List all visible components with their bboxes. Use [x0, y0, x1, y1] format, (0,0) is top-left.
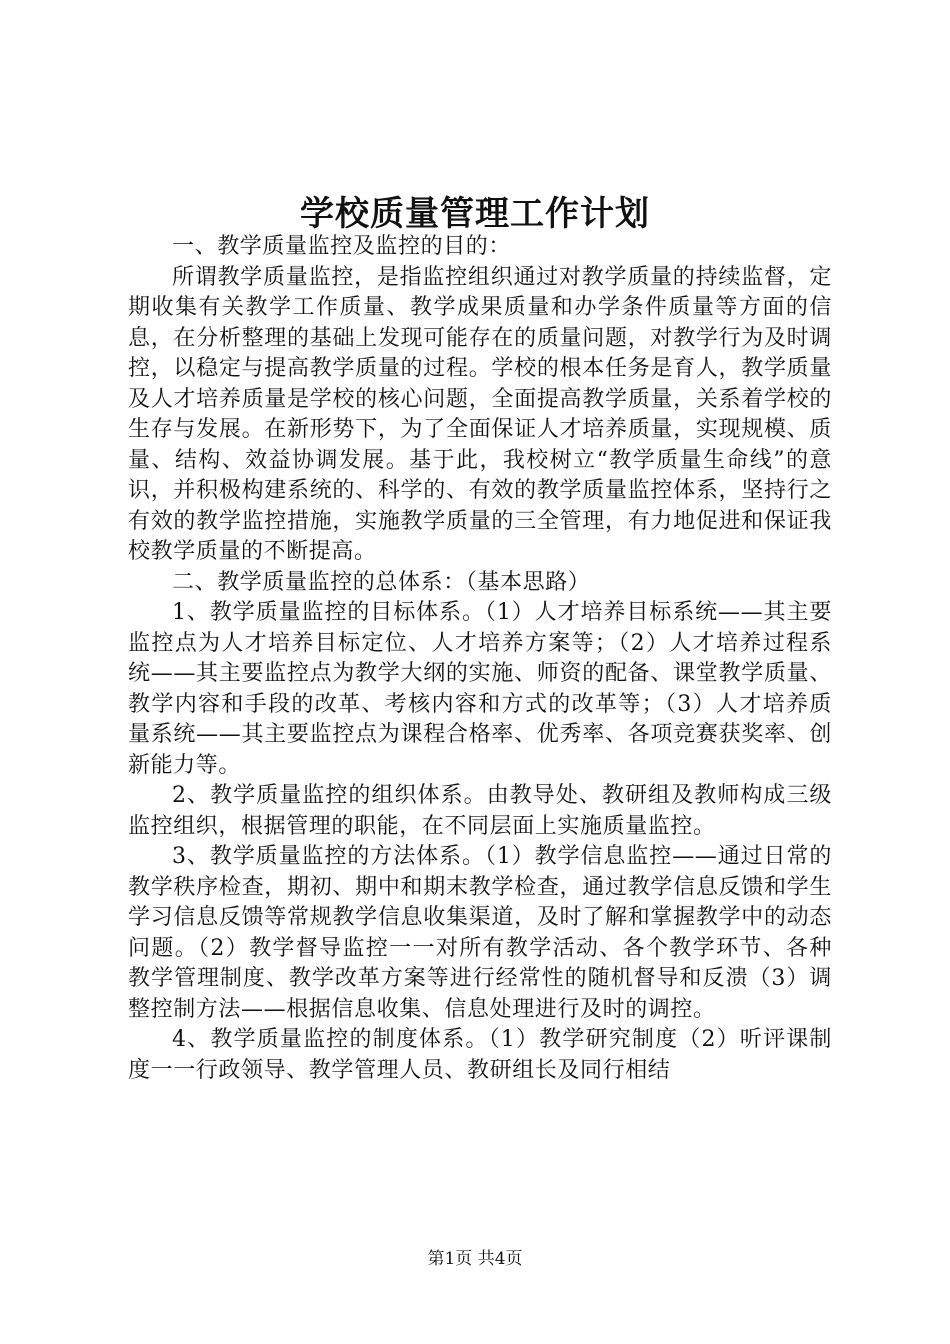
document-title: 学校质量管理工作计划 — [300, 194, 650, 234]
paragraph-organization-system: 2、教学质量监控的组织体系。由教导处、教研组及教师构成三级监控组织，根据管理的职能，在不同层面上实施质量监控。 — [128, 783, 832, 839]
paragraph-rule-system: 4、教学质量监控的制度体系。（1）教学研究制度（2）听评课制度一一行政领导、教学管理人员、教研组长及同行相结 — [128, 1027, 832, 1083]
paragraph-target-system: 1、教学质量监控的目标体系。（1）人才培养目标系统——其主要监控点为人才培养目标定位、人才培养方案等；（2）人才培养过程系统——其主要监控点为教学大纲的实施、师资的配备、课堂教学质量、教学内容和手段的改革、考核内容和方式的改革等；（3）人才培养质量系统——其主要监控点为课程合格率、优秀率、各项竞赛获奖率、创新能力等。 — [128, 600, 832, 778]
document-body — [128, 232, 832, 1086]
paragraph-purpose: 所谓教学质量监控，是指监控组织通过对教学质量的持续监督，定期收集有关教学工作质量、教学成果质量和办学条件质量等方面的信息，在分析整理的基础上发现可能存在的质量问题，对教学行为及时调控，以稳定与提高教学质量的过程。学校的根本任务是育人，教学质量及人才培养质量是学校的核心问题，全面提高教学质量，关系着学校的生存与发展。在新形势下，为了全面保证人才培养质量，实现规模、质量、结构、效益协调发展。基于此，我校树立“教学质量生命线”的意识，并积极构建系统的、科学的、有效的教学质量监控体系，坚持行之有效的教学监控措施，实施教学质量的三全管理，有力地促进和保证我校教学质量的不断提高。 — [128, 264, 832, 564]
paragraph-method-system: 3、教学质量监控的方法体系。（1）教学信息监控——通过日常的教学秩序检查，期初、期中和期末教学检查，通过教学信息反馈和学生学习信息反馈等常规教学信息收集渠道，及时了解和掌握教学中的动态问题。（2）教学督导监控一一对所有教学活动、各个教学环节、各种教学管理制度、教学改革方案等进行经常性的随机督导和反溃（3）调整控制方法——根据信息收集、信息处理进行及时的调控。 — [128, 844, 832, 1022]
page-footer: 第1页 共4页 — [427, 1249, 523, 1269]
section-heading-2: 二、教学质量监控的总体系：（基本思路） — [172, 569, 591, 595]
section-heading-1: 一、教学质量监控及监控的目的： — [172, 234, 512, 259]
